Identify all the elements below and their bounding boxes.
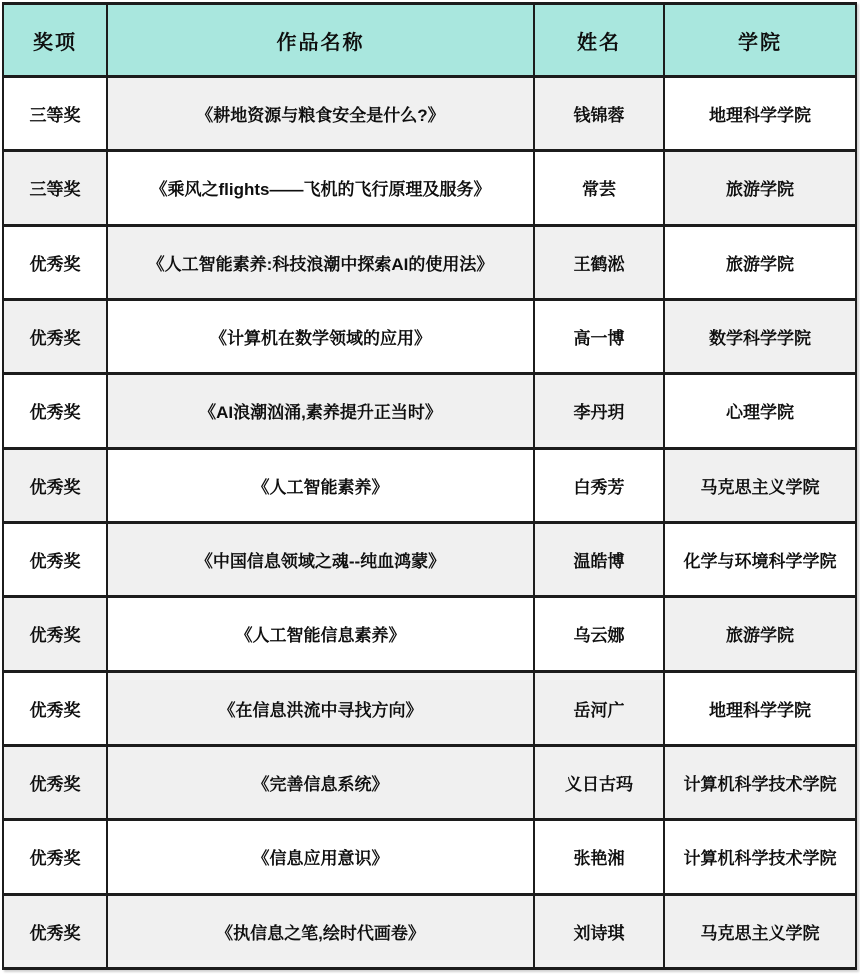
- award-cell: 优秀奖: [3, 597, 107, 671]
- work-title-cell: 《AI浪潮汹涌,素养提升正当时》: [107, 374, 534, 448]
- award-cell: 优秀奖: [3, 448, 107, 522]
- award-cell: 优秀奖: [3, 522, 107, 596]
- award-cell: 三等奖: [3, 151, 107, 225]
- name-cell: 岳河广: [534, 671, 664, 745]
- table-row: [3, 820, 856, 894]
- award-cell: 优秀奖: [3, 299, 107, 373]
- work-title-cell: 《计算机在数学领域的应用》: [107, 299, 534, 373]
- college-cell: 计算机科学技术学院: [664, 745, 856, 819]
- work-title-cell: 《在信息洪流中寻找方向》: [107, 671, 534, 745]
- college-cell: 数学科学学院: [664, 299, 856, 373]
- table-row: [3, 522, 856, 596]
- table-row: [3, 225, 856, 299]
- work-title-cell: 《乘风之flights——飞机的飞行原理及服务》: [107, 151, 534, 225]
- awards-table: [2, 2, 857, 970]
- table-row: [3, 151, 856, 225]
- college-cell: 旅游学院: [664, 225, 856, 299]
- award-cell: 优秀奖: [3, 894, 107, 968]
- column-header-name: 姓名: [534, 4, 664, 77]
- work-title-cell: 《信息应用意识》: [107, 820, 534, 894]
- table-row: [3, 448, 856, 522]
- column-header-work-title: 作品名称: [107, 4, 534, 77]
- work-title-cell: 《中国信息领域之魂--纯血鸿蒙》: [107, 522, 534, 596]
- college-cell: 旅游学院: [664, 151, 856, 225]
- award-cell: 优秀奖: [3, 745, 107, 819]
- table-row: [3, 77, 856, 151]
- table-row: [3, 894, 856, 968]
- college-cell: 化学与环境科学学院: [664, 522, 856, 596]
- table-row: [3, 299, 856, 373]
- award-cell: 优秀奖: [3, 671, 107, 745]
- name-cell: 白秀芳: [534, 448, 664, 522]
- work-title-cell: 《人工智能素养》: [107, 448, 534, 522]
- work-title-cell: 《人工智能素养:科技浪潮中探索AI的使用法》: [107, 225, 534, 299]
- table-row: [3, 374, 856, 448]
- header-row: [3, 4, 856, 77]
- work-title-cell: 《执信息之笔,绘时代画卷》: [107, 894, 534, 968]
- name-cell: 李丹玥: [534, 374, 664, 448]
- column-header-college: 学院: [664, 4, 856, 77]
- college-cell: 心理学院: [664, 374, 856, 448]
- college-cell: 地理科学学院: [664, 671, 856, 745]
- work-title-cell: 《人工智能信息素养》: [107, 597, 534, 671]
- award-cell: 优秀奖: [3, 225, 107, 299]
- award-cell: 优秀奖: [3, 820, 107, 894]
- name-cell: 刘诗琪: [534, 894, 664, 968]
- name-cell: 常芸: [534, 151, 664, 225]
- college-cell: 旅游学院: [664, 597, 856, 671]
- college-cell: 马克思主义学院: [664, 894, 856, 968]
- work-title-cell: 《完善信息系统》: [107, 745, 534, 819]
- name-cell: 高一博: [534, 299, 664, 373]
- name-cell: 钱锦蓉: [534, 77, 664, 151]
- name-cell: 温皓博: [534, 522, 664, 596]
- name-cell: 乌云娜: [534, 597, 664, 671]
- award-cell: 三等奖: [3, 77, 107, 151]
- college-cell: 马克思主义学院: [664, 448, 856, 522]
- award-cell: 优秀奖: [3, 374, 107, 448]
- work-title-cell: 《耕地资源与粮食安全是什么?》: [107, 77, 534, 151]
- name-cell: 义日古玛: [534, 745, 664, 819]
- college-cell: 地理科学学院: [664, 77, 856, 151]
- name-cell: 王鹤淞: [534, 225, 664, 299]
- college-cell: 计算机科学技术学院: [664, 820, 856, 894]
- name-cell: 张艳湘: [534, 820, 664, 894]
- column-header-award: 奖项: [3, 4, 107, 77]
- table-row: [3, 597, 856, 671]
- table-row: [3, 745, 856, 819]
- table-row: [3, 671, 856, 745]
